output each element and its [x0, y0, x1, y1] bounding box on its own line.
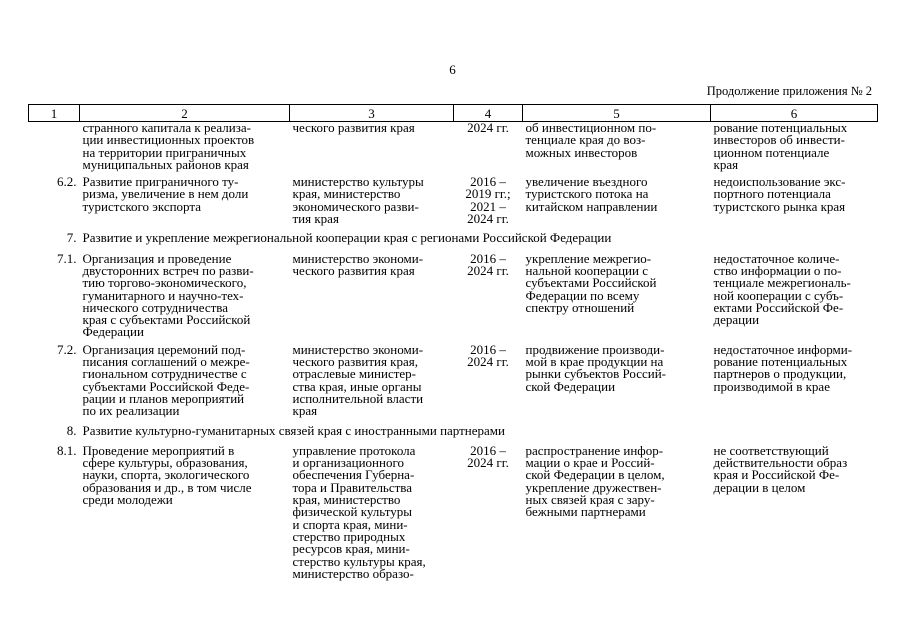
text-line: министерство экономи-: [292, 250, 424, 266]
header-cell: 4: [454, 105, 523, 122]
text-line: двусторонних встреч по разви-: [82, 262, 254, 278]
text-line: дерации: [713, 312, 760, 328]
row-number: 8.1.: [57, 442, 77, 458]
text-line: стерство культуры края,: [292, 553, 426, 569]
text-line: и организационного: [292, 455, 404, 471]
text-line: странного капитала к реализа-: [82, 120, 251, 135]
text-line: образования и др., в том числе: [82, 479, 252, 495]
text-line: Федерации: [82, 324, 144, 340]
text-line: недостаточное информи-: [713, 341, 853, 357]
text-line: туристского потока на: [525, 186, 649, 202]
activity-cell: [80, 341, 290, 423]
period-cell: [454, 176, 523, 230]
text-line: 2024 гг.: [467, 211, 509, 227]
text-line: края: [292, 403, 318, 419]
continuation-label: Продолжение приложения № 2: [706, 84, 872, 98]
text-line: об инвестиционном по-: [525, 120, 657, 135]
executor-cell: [290, 250, 454, 344]
executor-cell: [290, 176, 454, 230]
text-line: не соответствующий: [713, 442, 829, 458]
period-cell: [454, 442, 523, 585]
text-line: увеличение въездного: [525, 174, 648, 190]
header-cell: 5: [523, 105, 711, 122]
executor-cell: [290, 341, 454, 423]
text-line: недостаточное количе-: [713, 250, 840, 266]
row-number: 8.: [66, 422, 77, 438]
text-line: ческого развития края,: [292, 354, 418, 370]
row-number: 7.: [66, 230, 77, 246]
text-line: ство информации о по-: [713, 262, 842, 278]
header-cell: 3: [290, 105, 454, 122]
section-title: Развитие и укрепление межрегиональной кооперации края с регионами Российской Федерации: [82, 230, 612, 246]
period-cell: [454, 341, 523, 423]
text-line: Проведение мероприятий в: [82, 442, 235, 458]
activity-cell: [80, 176, 290, 230]
text-line: тенциале межрегиональ-: [713, 275, 851, 291]
program-table: [28, 104, 878, 585]
text-line: Организация церемоний под-: [82, 341, 246, 357]
text-line: по их реализации: [82, 403, 180, 419]
text-line: управление протокола: [292, 442, 416, 458]
text-line: тию торгово-экономического,: [82, 275, 247, 291]
text-line: туристского экспорта: [82, 198, 201, 214]
text-line: и спорта края, мини-: [292, 516, 408, 532]
consequence-cell: [711, 250, 878, 344]
text-line: ресурсов края, мини-: [292, 541, 410, 557]
text-line: тора и Правительства: [292, 479, 413, 495]
consequence-cell: [711, 442, 878, 585]
text-line: гиональном сотрудничестве с: [82, 366, 247, 382]
text-line: среди молодежи: [82, 492, 173, 508]
text-line: мой в крае продукции на: [525, 354, 664, 370]
text-line: дерации в целом: [713, 479, 806, 495]
table-body: [29, 122, 878, 586]
text-line: 2019 гг.;: [465, 186, 511, 202]
result-cell: [523, 341, 711, 423]
header-cell: 2: [80, 105, 290, 122]
consequence-cell: [711, 341, 878, 423]
text-line: ческого развития края: [292, 120, 415, 135]
text-line: недоиспользование экс-: [713, 174, 846, 190]
text-line: ционном потенциале: [713, 144, 830, 160]
text-line: стерство природных: [292, 528, 406, 544]
activity-cell: [80, 250, 290, 344]
text-line: продвижение производи-: [525, 341, 665, 357]
consequence-cell: [711, 176, 878, 230]
text-line: инвесторов об инвести-: [713, 132, 845, 148]
page-number: 6: [449, 62, 456, 77]
text-line: ской Федерации: [525, 378, 616, 394]
text-line: субъектами Российской: [525, 275, 657, 291]
text-line: 2024 гг.: [467, 354, 509, 370]
row-number: [29, 122, 80, 177]
text-line: производимой в крае: [713, 378, 830, 394]
text-line: мации о крае и Россий-: [525, 455, 655, 471]
text-line: бежными партнерами: [525, 504, 646, 520]
text-line: исполнительной власти: [292, 390, 424, 406]
text-line: портного потенциала: [713, 186, 831, 202]
text-line: рации и планов мероприятий: [82, 390, 245, 406]
text-line: можных инвесторов: [525, 144, 638, 160]
header-cell: 1: [29, 105, 80, 122]
text-line: рование потенциальных: [713, 354, 848, 370]
text-line: тия края: [292, 211, 339, 227]
table-row: [29, 253, 878, 344]
text-line: ства края, иные органы: [292, 378, 422, 394]
text-line: нальной кооперации с: [525, 262, 648, 278]
text-line: 2024 гг.: [467, 455, 509, 471]
row-number: 7.1.: [57, 250, 77, 266]
table-row: [29, 176, 878, 230]
text-line: распространение инфор-: [525, 442, 664, 458]
text-line: действительности образ: [713, 455, 848, 471]
text-line: министерство экономи-: [292, 341, 424, 357]
text-line: ризма, увеличение в нем доли: [82, 186, 249, 202]
text-line: отраслевые министер-: [292, 366, 417, 382]
text-line: 2024 гг.: [467, 120, 509, 135]
section-row: [29, 423, 878, 445]
executor-cell: [290, 122, 454, 177]
activity-cell: [80, 442, 290, 585]
text-line: ектами Российской Фе-: [713, 299, 844, 315]
text-line: физической культуры: [292, 504, 412, 520]
text-line: сфере культуры, образования,: [82, 455, 248, 471]
result-cell: [523, 250, 711, 344]
text-line: 2016 –: [470, 250, 506, 266]
text-line: туристского рынка края: [713, 198, 846, 214]
text-line: министерство образо-: [292, 565, 414, 581]
executor-cell: [290, 442, 454, 585]
text-line: 2016 –: [470, 442, 506, 458]
text-line: нического сотрудничества: [82, 299, 229, 315]
text-line: гуманитарного и научно-тех-: [82, 287, 244, 303]
text-line: министерство культуры: [292, 174, 424, 190]
text-line: края: [713, 156, 739, 172]
text-line: рынки субъектов Россий-: [525, 366, 666, 382]
result-cell: [523, 176, 711, 230]
text-line: края с субъектами Российской: [82, 312, 251, 328]
text-line: спектру отношений: [525, 299, 635, 315]
text-line: Развитие приграничного ту-: [82, 174, 239, 190]
text-line: рование потенциальных: [713, 120, 848, 135]
text-line: Организация и проведение: [82, 250, 232, 266]
text-line: китайском направлении: [525, 198, 658, 214]
text-line: ной кооперации с субъ-: [713, 287, 844, 303]
text-line: науки, спорта, экологического: [82, 467, 250, 483]
text-line: субъектами Российской Феде-: [82, 378, 250, 394]
text-line: экономического разви-: [292, 198, 419, 214]
text-line: 2024 гг.: [467, 262, 509, 278]
text-line: 2021 –: [470, 198, 506, 214]
text-line: ческого развития края: [292, 262, 415, 278]
text-line: писания соглашений о межре-: [82, 354, 250, 370]
text-line: ных связей края с зару-: [525, 492, 655, 508]
text-line: 2016 –: [470, 174, 506, 190]
header-cell: 6: [711, 105, 878, 122]
period-cell: [454, 250, 523, 344]
consequence-cell: [711, 122, 878, 177]
row-number: 6.2.: [57, 174, 77, 190]
text-line: края, министерство: [292, 492, 401, 508]
text-line: обеспечения Губерна-: [292, 467, 415, 483]
section-title: Развитие культурно-гуманитарных связей края с иностранными партнерами: [82, 422, 505, 438]
table-row: [29, 344, 878, 423]
table-row: [29, 122, 878, 177]
text-line: муниципальных районов края: [82, 156, 249, 172]
text-line: края, министерство: [292, 186, 401, 202]
section-row: [29, 230, 878, 252]
header-row: [29, 105, 878, 122]
text-line: укрепление дружествен-: [525, 479, 662, 495]
text-line: края и Российской Фе-: [713, 467, 840, 483]
row-number: 7.2.: [57, 341, 77, 357]
text-line: укрепление межрегио-: [525, 250, 652, 266]
activity-cell: [80, 122, 290, 177]
text-line: партнеров о продукции,: [713, 366, 847, 382]
text-line: Федерации по всему: [525, 287, 640, 303]
period-cell: [454, 122, 523, 177]
text-line: ции инвестиционных проектов: [82, 132, 255, 148]
text-line: 2016 –: [470, 341, 506, 357]
text-line: ской Федерации в целом,: [525, 467, 665, 483]
result-cell: [523, 442, 711, 585]
text-line: тенциале края до воз-: [525, 132, 646, 148]
text-line: на территории приграничных: [82, 144, 247, 160]
result-cell: [523, 122, 711, 177]
table-row: [29, 445, 878, 585]
